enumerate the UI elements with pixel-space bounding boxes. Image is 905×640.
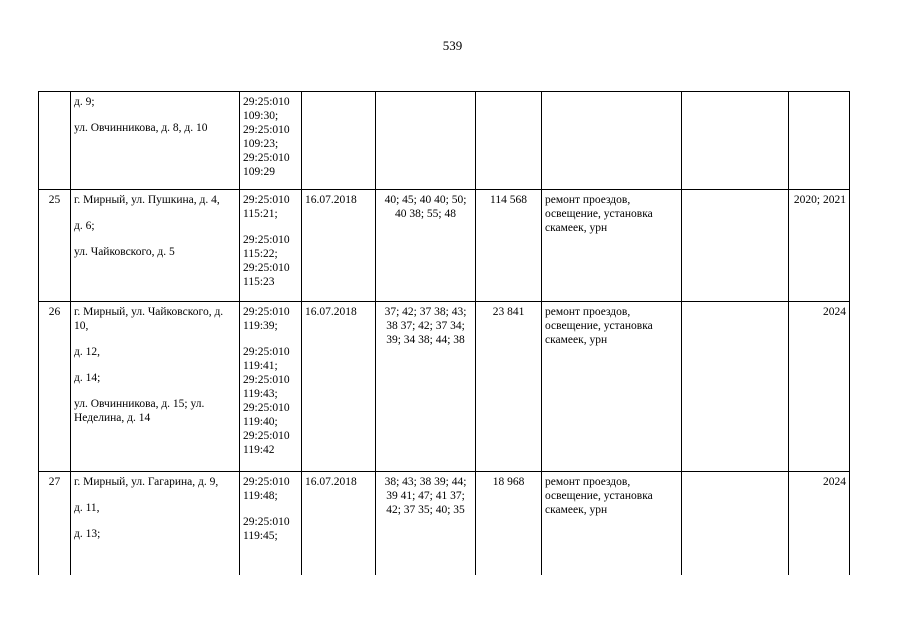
plots-cell: 38; 43; 38 39; 44; 39 41; 47; 41 37; 42; 37 35; 40; 35 bbox=[376, 472, 476, 576]
address-line: ул. Чайковского, д. 5 bbox=[74, 246, 175, 258]
plots-cell: 37; 42; 37 38; 43; 38 37; 42; 37 34; 39; 34 38; 44; 38 bbox=[376, 302, 476, 472]
cadastral-number: 29:25:010 119:42 bbox=[243, 430, 290, 456]
area-cell bbox=[476, 92, 542, 190]
table-row bbox=[39, 92, 850, 190]
years-cell: 2024 bbox=[789, 302, 850, 472]
works-cell: ремонт проездов, освещение, установка скамеек, урн bbox=[542, 302, 682, 472]
note-cell bbox=[682, 190, 789, 302]
cadastral-number: 29:25:010 115:23 bbox=[243, 262, 290, 288]
cadastral-cell bbox=[240, 472, 302, 576]
cadastral-number: 29:25:010 109:23; bbox=[243, 124, 290, 150]
address-line: ул. Овчинникова, д. 8, д. 10 bbox=[74, 122, 208, 134]
works-cell: ремонт проездов, освещение, установка скамеек, урн bbox=[542, 472, 682, 576]
date-cell: 16.07.2018 bbox=[302, 190, 376, 302]
works-cell bbox=[542, 92, 682, 190]
address-cell bbox=[71, 92, 240, 190]
registry-table bbox=[38, 91, 850, 575]
address-line: д. 9; bbox=[74, 96, 95, 108]
date-cell: 16.07.2018 bbox=[302, 302, 376, 472]
address-cell bbox=[71, 472, 240, 576]
address-line: ул. Овчинникова, д. 15; ул. Неделина, д. 14 bbox=[74, 398, 205, 424]
years-cell: 2024 bbox=[789, 472, 850, 576]
cadastral-number: 29:25:010 109:30; bbox=[243, 96, 290, 122]
cadastral-number: 29:25:010 109:29 bbox=[243, 152, 290, 178]
cadastral-cell bbox=[240, 92, 302, 190]
date-cell bbox=[302, 92, 376, 190]
cadastral-number: 29:25:010 119:39; bbox=[243, 306, 290, 332]
address-line: г. Мирный, ул. Чайковского, д. 10, bbox=[74, 306, 224, 332]
area-cell: 23 841 bbox=[476, 302, 542, 472]
table-row bbox=[39, 190, 850, 302]
area-cell: 114 568 bbox=[476, 190, 542, 302]
cadastral-number: 29:25:010 119:45; bbox=[243, 516, 290, 542]
cadastral-number: 29:25:010 119:48; bbox=[243, 476, 290, 502]
page-number: 539 bbox=[442, 38, 463, 53]
cadastral-cell bbox=[240, 302, 302, 472]
plots-cell: 40; 45; 40 40; 50; 40 38; 55; 48 bbox=[376, 190, 476, 302]
cadastral-number: 29:25:010 119:43; bbox=[243, 374, 290, 400]
table-row bbox=[39, 472, 850, 576]
row-number: 26 bbox=[39, 302, 71, 472]
row-number: 25 bbox=[39, 190, 71, 302]
address-line: г. Мирный, ул. Гагарина, д. 9, bbox=[74, 476, 219, 488]
plots-cell bbox=[376, 92, 476, 190]
row-number bbox=[39, 92, 71, 190]
table-row bbox=[39, 302, 850, 472]
address-line: д. 11, bbox=[74, 502, 100, 514]
cadastral-number: 29:25:010 115:21; bbox=[243, 194, 290, 220]
address-line: д. 13; bbox=[74, 528, 101, 540]
note-cell bbox=[682, 472, 789, 576]
address-line: д. 6; bbox=[74, 220, 95, 232]
works-cell: ремонт проездов, освещение, установка скамеек, урн bbox=[542, 190, 682, 302]
years-cell: 2020; 2021 bbox=[789, 190, 850, 302]
address-line: г. Мирный, ул. Пушкина, д. 4, bbox=[74, 194, 220, 206]
cadastral-number: 29:25:010 115:22; bbox=[243, 234, 290, 260]
cadastral-number: 29:25:010 119:40; bbox=[243, 402, 290, 428]
cadastral-number: 29:25:010 119:41; bbox=[243, 346, 290, 372]
note-cell bbox=[682, 302, 789, 472]
area-cell: 18 968 bbox=[476, 472, 542, 576]
row-number: 27 bbox=[39, 472, 71, 576]
date-cell: 16.07.2018 bbox=[302, 472, 376, 576]
address-cell bbox=[71, 190, 240, 302]
note-cell bbox=[682, 92, 789, 190]
address-cell bbox=[71, 302, 240, 472]
address-line: д. 14; bbox=[74, 372, 101, 384]
cadastral-cell bbox=[240, 190, 302, 302]
address-line: д. 12, bbox=[74, 346, 100, 358]
years-cell bbox=[789, 92, 850, 190]
